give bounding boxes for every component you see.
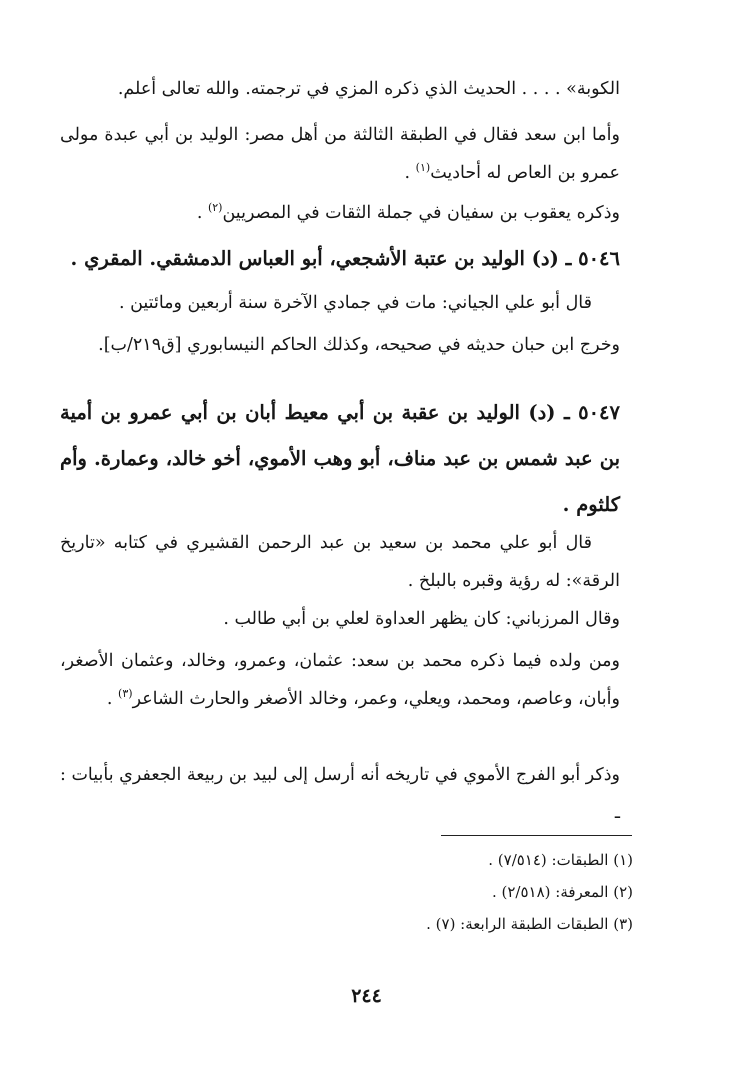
paragraph-children bbox=[60, 642, 620, 718]
paragraph-marzubani bbox=[60, 600, 620, 638]
paragraph-qushayri bbox=[60, 524, 620, 600]
footnote-2: (٢) المعرفة: (٢/٥١٨) . bbox=[491, 883, 633, 901]
paragraph-text: وقال المرزباني: كان يظهر العداوة لعلي بن أبي طالب . bbox=[223, 609, 620, 629]
paragraph-ibn-saad bbox=[60, 116, 620, 192]
paragraph-text: وأما ابن سعد فقال في الطبقة الثالثة من أهل مصر: الوليد بن أبي عبدة مولى عمرو بن العاص له أحاديث bbox=[60, 125, 620, 183]
footnote-ref: (١) bbox=[415, 161, 431, 175]
paragraph-tail: . bbox=[106, 689, 119, 709]
paragraph-text: وذكره يعقوب بن سفيان في جملة الثقات في المصريين bbox=[222, 203, 620, 223]
paragraph-text: قال أبو علي الجياني: مات في جمادي الآخرة سنة أربعين ومائتين . bbox=[118, 293, 592, 313]
entry-heading-text: ٥٠٤٦ ـ (د) الوليد بن عتبة الأشجعي، أبو العباس الدمشقي. المقري . bbox=[70, 247, 620, 270]
entry-heading-5047 bbox=[60, 390, 620, 528]
paragraph-yaqub bbox=[60, 194, 620, 232]
page-number: ٢٤٤ bbox=[351, 985, 382, 1007]
paragraph-abu-faraj bbox=[60, 756, 620, 832]
entry-heading-text: ٥٠٤٧ ـ (د) الوليد بن عقبة بن أبي معيط أبان بن أبي عمرو بن أمية بن عبد شمس بن عبد مناف، أبو وهب الأموي، أخو خالد، وعمارة. وأم كلثوم . bbox=[60, 401, 620, 516]
paragraph-text: الكوبة» . . . . الحديث الذي ذكره المزي في ترجمته. والله تعالى أعلم. bbox=[117, 79, 620, 99]
paragraph-hadith-end bbox=[60, 70, 620, 108]
paragraph-text: قال أبو علي محمد بن سعيد بن عبد الرحمن القشيري في كتابه «تاريخ الرقة»: له رؤية وقبره بالبلخ . bbox=[60, 533, 620, 591]
paragraph-ibn-hibban bbox=[60, 326, 620, 364]
footnote-separator bbox=[441, 835, 632, 836]
paragraph-text: وخرج ابن حبان حديثه في صحيحه، وكذلك الحاكم النيسابوري [ق٢١٩/ب]. bbox=[98, 335, 620, 355]
paragraph-jayyani bbox=[60, 284, 620, 322]
paragraph-tail: . bbox=[404, 163, 416, 183]
paragraph-text: ومن ولده فيما ذكره محمد بن سعد: عثمان، وعمرو، وخالد، وعثمان الأصغر، وأبان، وعاصم، ومحمد، ويعلي، وعمر، وخالد الأصغر والحارث الشاعر bbox=[60, 651, 620, 709]
paragraph-tail: . bbox=[196, 203, 208, 223]
footnote-ref: (٣) bbox=[118, 687, 133, 701]
paragraph-text: وذكر أبو الفرج الأموي في تاريخه أنه أرسل إلى لبيد بن ربيعة الجعفري بأبيات : ـ bbox=[59, 765, 620, 823]
footnote-ref: (٢) bbox=[207, 201, 223, 215]
entry-heading-5046 bbox=[60, 236, 620, 282]
footnote-1: (١) الطبقات: (٧/٥١٤) . bbox=[488, 851, 633, 869]
footnote-3: (٣) الطبقات الطبقة الرابعة: (٧) . bbox=[426, 915, 633, 933]
